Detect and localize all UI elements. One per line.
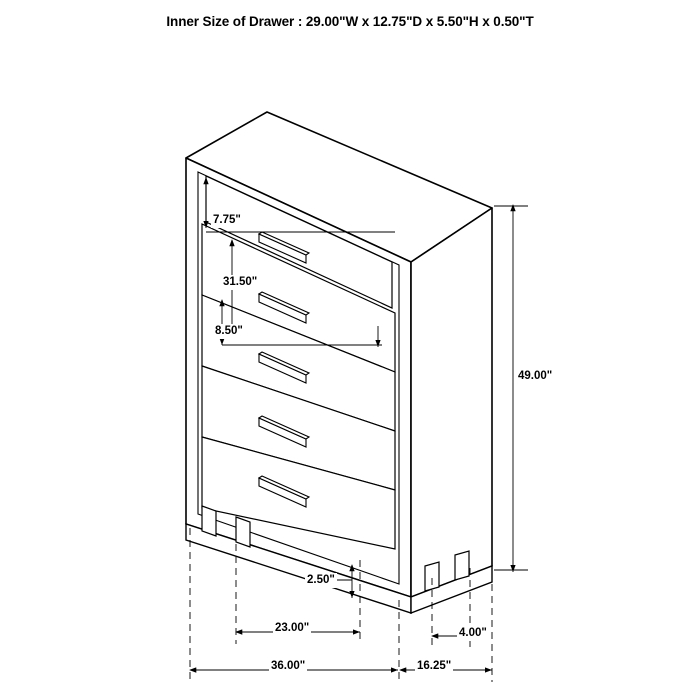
dim-label-2-50: 2.50" — [307, 574, 335, 586]
dim-label-23-00: 23.00" — [275, 622, 310, 634]
leg-front-left-inner — [236, 517, 250, 547]
dim-label-49-00: 49.00" — [518, 370, 553, 382]
dim-label-4-00: 4.00" — [459, 627, 487, 639]
dim-label-16-25: 16.25" — [417, 660, 452, 672]
dim-label-7-75: 7.75" — [213, 214, 241, 226]
page-title: Inner Size of Drawer : 29.00"W x 12.75"D x 5.50"H x 0.50"T — [166, 14, 534, 29]
dim-label-8-50: 8.50" — [215, 325, 243, 337]
leg-front-left — [202, 506, 216, 536]
dim-label-36-00: 36.00" — [271, 660, 306, 672]
leg-side-right — [455, 551, 469, 580]
leg-back-right — [425, 562, 439, 591]
chest-side-face — [411, 208, 492, 597]
dim-label-31-50: 31.50" — [223, 276, 258, 288]
